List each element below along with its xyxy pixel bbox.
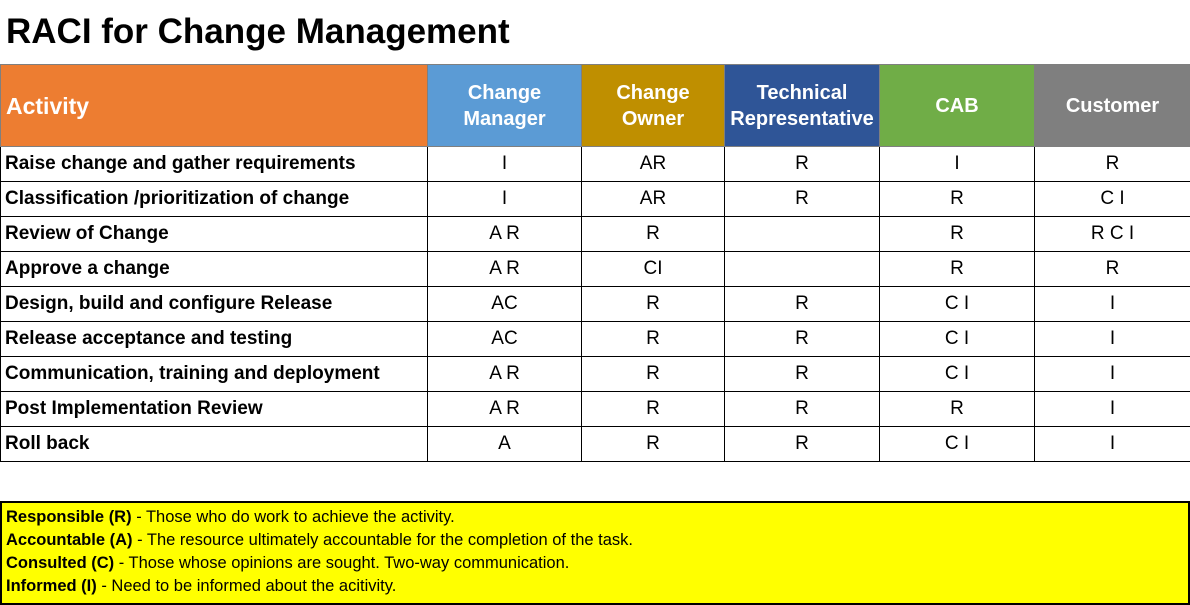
legend-responsible bbox=[6, 506, 1184, 529]
legend-informed bbox=[6, 575, 1184, 598]
raci-cell-change-manager: A R bbox=[428, 252, 582, 287]
raci-cell-change-owner: R bbox=[582, 287, 725, 322]
raci-cell-technical-representative: R bbox=[725, 287, 880, 322]
header-change-owner-line2: Owner bbox=[621, 107, 685, 130]
header-row bbox=[1, 65, 1190, 147]
activity-cell: Release acceptance and testing bbox=[1, 322, 428, 357]
legend-term: Responsible (R) bbox=[6, 508, 132, 526]
raci-cell-change-manager: A R bbox=[428, 357, 582, 392]
table-row bbox=[1, 392, 1190, 427]
legend-term: Informed (I) bbox=[6, 577, 97, 595]
table-row bbox=[1, 182, 1190, 217]
header-change-owner bbox=[582, 65, 725, 147]
legend-text: - Need to be informed about the acitivity. bbox=[96, 577, 397, 595]
header-change-owner-line1: Change bbox=[616, 81, 690, 104]
table-row bbox=[1, 287, 1190, 322]
header-technical-representative-line1: Technical bbox=[756, 81, 848, 104]
raci-body bbox=[1, 147, 1190, 462]
activity-cell: Raise change and gather requirements bbox=[1, 147, 428, 182]
raci-cell-cab: R bbox=[880, 392, 1035, 427]
header-change-manager-line2: Manager bbox=[463, 107, 546, 130]
raci-cell-cab: R bbox=[880, 182, 1035, 217]
raci-cell-change-owner: R bbox=[582, 392, 725, 427]
raci-cell-technical-representative: R bbox=[725, 392, 880, 427]
raci-cell-change-owner: AR bbox=[582, 182, 725, 217]
header-change-manager-line1: Change bbox=[467, 81, 542, 104]
header-technical-representative bbox=[725, 65, 880, 147]
raci-cell-technical-representative bbox=[725, 252, 880, 287]
raci-cell-cab: R bbox=[880, 217, 1035, 252]
raci-cell-customer: I bbox=[1035, 322, 1190, 357]
raci-cell-change-owner: R bbox=[582, 357, 725, 392]
raci-cell-cab: C I bbox=[880, 322, 1035, 357]
legend-consulted bbox=[6, 552, 1184, 575]
raci-cell-change-owner: CI bbox=[582, 252, 725, 287]
header-activity: Activity bbox=[1, 65, 428, 147]
legend-text: - Those whose opinions are sought. Two-way communication. bbox=[114, 554, 570, 572]
legend-text: - Those who do work to achieve the activity. bbox=[131, 508, 455, 526]
raci-table bbox=[0, 64, 1190, 462]
raci-legend bbox=[0, 501, 1190, 605]
raci-cell-customer: I bbox=[1035, 392, 1190, 427]
raci-cell-customer: C I bbox=[1035, 182, 1190, 217]
table-row bbox=[1, 427, 1190, 462]
legend-term: Consulted (C) bbox=[6, 554, 115, 572]
legend-text: - The resource ultimately accountable for the completion of the task. bbox=[132, 531, 633, 549]
raci-cell-change-owner: R bbox=[582, 322, 725, 357]
legend-term: Accountable (A) bbox=[6, 531, 133, 549]
activity-cell: Review of Change bbox=[1, 217, 428, 252]
raci-cell-change-manager: I bbox=[428, 147, 582, 182]
raci-cell-cab: R bbox=[880, 252, 1035, 287]
raci-cell-cab: C I bbox=[880, 427, 1035, 462]
header-technical-representative-line2: Representative bbox=[730, 107, 874, 130]
raci-cell-cab: I bbox=[880, 147, 1035, 182]
raci-cell-customer: I bbox=[1035, 357, 1190, 392]
activity-cell: Approve a change bbox=[1, 252, 428, 287]
header-change-manager bbox=[428, 65, 582, 147]
activity-cell: Classification /prioritization of change bbox=[1, 182, 428, 217]
raci-cell-technical-representative: R bbox=[725, 322, 880, 357]
header-customer: Customer bbox=[1035, 65, 1190, 147]
table-row bbox=[1, 357, 1190, 392]
activity-cell: Roll back bbox=[1, 427, 428, 462]
raci-cell-customer: R bbox=[1035, 147, 1190, 182]
raci-cell-customer: I bbox=[1035, 287, 1190, 322]
raci-cell-technical-representative: R bbox=[725, 147, 880, 182]
raci-cell-change-manager: AC bbox=[428, 287, 582, 322]
raci-cell-cab: C I bbox=[880, 357, 1035, 392]
raci-cell-change-owner: AR bbox=[582, 147, 725, 182]
raci-cell-change-manager: AC bbox=[428, 322, 582, 357]
raci-cell-cab: C I bbox=[880, 287, 1035, 322]
table-row bbox=[1, 322, 1190, 357]
raci-cell-change-manager: I bbox=[428, 182, 582, 217]
raci-cell-technical-representative bbox=[725, 217, 880, 252]
raci-cell-change-manager: A R bbox=[428, 217, 582, 252]
activity-cell: Post Implementation Review bbox=[1, 392, 428, 427]
raci-cell-change-manager: A bbox=[428, 427, 582, 462]
raci-cell-change-manager: A R bbox=[428, 392, 582, 427]
raci-cell-technical-representative: R bbox=[725, 357, 880, 392]
page-title: RACI for Change Management bbox=[6, 12, 510, 51]
activity-cell: Design, build and configure Release bbox=[1, 287, 428, 322]
raci-cell-customer: R C I bbox=[1035, 217, 1190, 252]
table-row bbox=[1, 217, 1190, 252]
raci-cell-technical-representative: R bbox=[725, 182, 880, 217]
header-cab: CAB bbox=[880, 65, 1035, 147]
legend-accountable bbox=[6, 529, 1184, 552]
table-row bbox=[1, 147, 1190, 182]
raci-cell-change-owner: R bbox=[582, 427, 725, 462]
table-row bbox=[1, 252, 1190, 287]
raci-cell-customer: I bbox=[1035, 427, 1190, 462]
raci-cell-change-owner: R bbox=[582, 217, 725, 252]
raci-cell-technical-representative: R bbox=[725, 427, 880, 462]
raci-cell-customer: R bbox=[1035, 252, 1190, 287]
activity-cell: Communication, training and deployment bbox=[1, 357, 428, 392]
